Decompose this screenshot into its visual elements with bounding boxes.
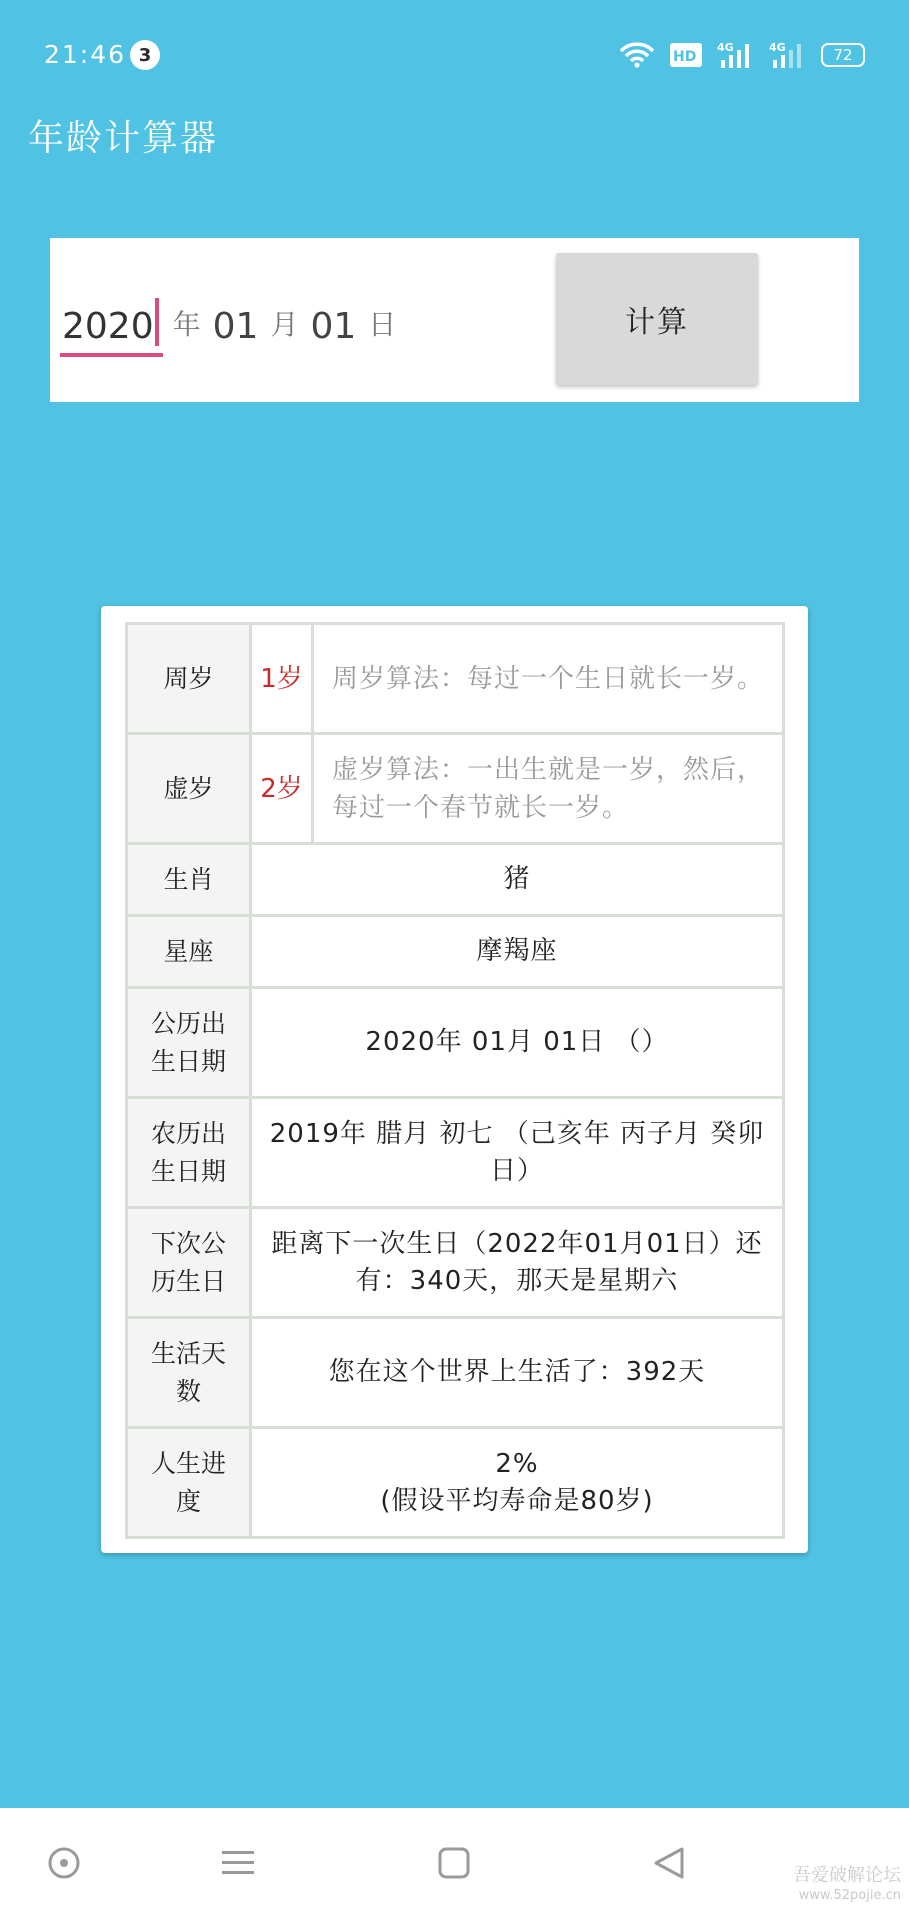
signal-4g-icon: [717, 40, 755, 70]
back-icon[interactable]: [644, 1838, 694, 1888]
watermark-url: www.52pojie.cn: [798, 1888, 901, 1903]
table-row: [127, 624, 784, 734]
result-table: [125, 622, 785, 1539]
zodiac-label: 生肖: [127, 844, 251, 916]
zhousui-value: 1岁: [251, 624, 313, 734]
home-icon[interactable]: [429, 1838, 479, 1888]
days-lived-value: 您在这个世界上生活了：392天: [251, 1318, 784, 1428]
signal-4g-icon: [769, 40, 807, 70]
table-row: [127, 1098, 784, 1208]
table-row: [127, 844, 784, 916]
assistant-icon[interactable]: [39, 1838, 89, 1888]
notification-count-badge: 3: [130, 40, 160, 70]
solar-birth-value: 2020年 01月 01日 （）: [251, 988, 784, 1098]
battery-icon: 72: [821, 43, 865, 67]
year-value: 2020: [62, 306, 154, 347]
next-birthday-label: 下次公历生日: [127, 1208, 251, 1318]
table-row: [127, 988, 784, 1098]
navigation-bar: [0, 1808, 909, 1920]
watermark-text: 吾爱破解论坛: [793, 1865, 901, 1886]
table-row: [127, 1208, 784, 1318]
lunar-birth-value: 2019年 腊月 初七 （己亥年 丙子月 癸卯日）: [251, 1098, 784, 1208]
life-progress-percent: 2%: [495, 1448, 539, 1479]
status-bar: [0, 0, 909, 110]
zhousui-label: 周岁: [127, 624, 251, 734]
next-birthday-value: 距离下一次生日（2022年01月01日）还有：340天，那天是星期六: [251, 1208, 784, 1318]
zhousui-desc: 周岁算法：每过一个生日就长一岁。: [313, 624, 784, 734]
svg-text:4G: 4G: [717, 41, 734, 54]
life-progress-label: 人生进度: [127, 1428, 251, 1538]
year-unit-label: 年: [172, 308, 201, 341]
table-row: [127, 734, 784, 844]
month-input[interactable]: 01: [212, 306, 259, 347]
month-unit-label: 月: [270, 308, 299, 341]
zodiac-value: 猪: [251, 844, 784, 916]
xusui-label: 虚岁: [127, 734, 251, 844]
constellation-label: 星座: [127, 916, 251, 988]
table-row: [127, 916, 784, 988]
table-row: [127, 1428, 784, 1538]
day-unit-label: 日: [368, 308, 397, 341]
watermark: [793, 1866, 901, 1906]
xusui-desc: 虚岁算法：一出生就是一岁，然后，每过一个春节就长一岁。: [313, 734, 784, 844]
date-input-card: [50, 238, 859, 402]
text-cursor: [155, 298, 159, 346]
date-input-row: [60, 293, 408, 353]
xusui-value: 2岁: [251, 734, 313, 844]
hd-icon: [669, 42, 703, 68]
life-progress-value: [251, 1428, 784, 1538]
result-card: [101, 606, 808, 1553]
status-icons: [619, 38, 865, 72]
svg-text:4G: 4G: [769, 41, 786, 54]
status-time: 21:46: [44, 40, 127, 69]
lunar-birth-label: 农历出生日期: [127, 1098, 251, 1208]
life-progress-note: (假设平均寿命是80岁): [380, 1485, 654, 1516]
solar-birth-label: 公历出生日期: [127, 988, 251, 1098]
year-input[interactable]: [60, 298, 161, 353]
table-row: [127, 1318, 784, 1428]
constellation-value: 摩羯座: [251, 916, 784, 988]
days-lived-label: 生活天数: [127, 1318, 251, 1428]
menu-icon[interactable]: [213, 1838, 263, 1888]
day-input[interactable]: 01: [310, 306, 357, 347]
wifi-icon: [619, 41, 655, 69]
app-title: 年龄计算器: [28, 118, 219, 159]
calculate-button[interactable]: 计算: [556, 253, 758, 385]
svg-text:HD: HD: [673, 49, 697, 65]
